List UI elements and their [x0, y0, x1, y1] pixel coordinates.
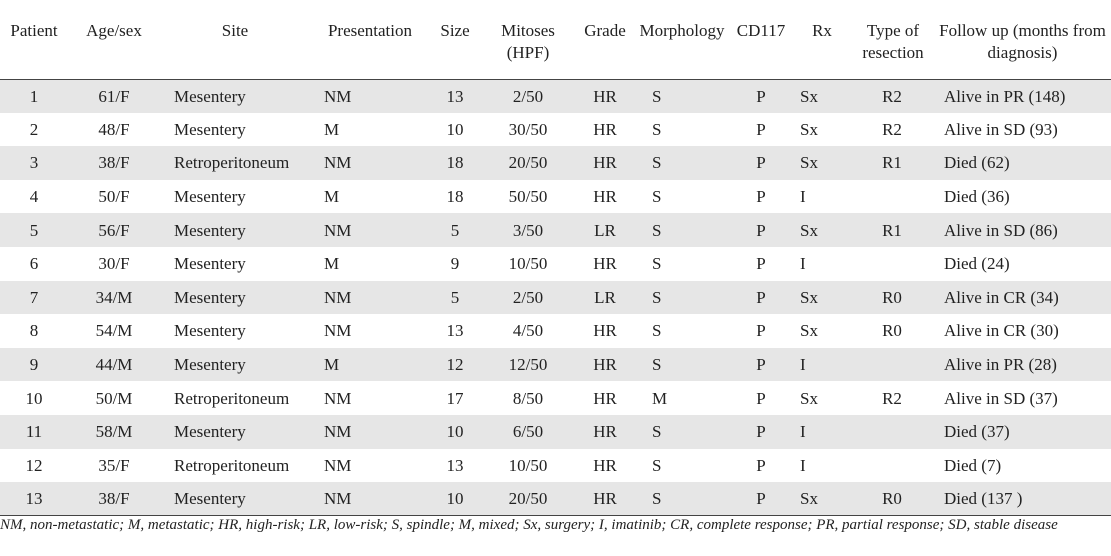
- cell-morphology: S: [652, 287, 662, 307]
- cell-resection: [852, 415, 934, 449]
- cell-presentation: NM: [310, 482, 430, 516]
- column-header-morphology: Morphology: [634, 8, 730, 79]
- cell-age-sex: 44/M: [95, 355, 133, 375]
- column-header-cd117: CD117: [730, 8, 792, 79]
- cell-mitoses: 6/50: [512, 422, 544, 442]
- cell-patient: 11: [25, 422, 43, 442]
- cell-site: Retroperitoneum: [174, 153, 290, 173]
- cell-morphology: S: [652, 119, 662, 139]
- cell-cd117: P: [756, 355, 766, 375]
- cell-rx: I: [800, 187, 806, 207]
- cell-age-sex: 58/M: [95, 422, 133, 442]
- cell-site: Mesentery: [174, 287, 246, 307]
- cell-mitoses: 50/50: [508, 187, 548, 207]
- cell-size: 18: [446, 187, 464, 207]
- cell-resection: R2: [882, 388, 902, 408]
- table-body: [0, 79, 1111, 516]
- cell-cd117: P: [756, 321, 766, 341]
- table-row: [0, 314, 1111, 348]
- cell-site: Mesentery: [174, 220, 246, 240]
- cell-presentation: NM: [324, 321, 352, 341]
- cell-patient: 6: [29, 254, 39, 274]
- cell-site: Mesentery: [174, 254, 246, 274]
- cell-cd117: P: [730, 482, 792, 516]
- cell-presentation: M: [324, 355, 340, 375]
- cell-patient: 2: [29, 119, 39, 139]
- cell-cd117: P: [756, 254, 766, 274]
- cell-size: 5: [450, 287, 460, 307]
- cell-grade: LR: [594, 287, 616, 307]
- cell-follow-up: Died (137 ): [934, 482, 1111, 516]
- cell-size: 10: [446, 119, 464, 139]
- column-header-rx: Rx: [792, 8, 852, 79]
- cell-age-sex: 54/M: [95, 321, 133, 341]
- cell-patient: 12: [25, 455, 43, 475]
- column-header-patient: Patient: [0, 8, 68, 79]
- table-row: [0, 348, 1111, 382]
- cell-grade: HR: [593, 153, 617, 173]
- cell-site: Mesentery: [174, 355, 246, 375]
- cell-presentation: NM: [324, 287, 352, 307]
- cell-site: Retroperitoneum: [174, 388, 290, 408]
- cell-morphology: S: [652, 355, 662, 375]
- cell-follow-up: Died (24): [944, 254, 1010, 274]
- cell-patient: 3: [29, 153, 39, 173]
- cell-cd117: P: [756, 287, 766, 307]
- cell-follow-up: Died (62): [944, 153, 1010, 173]
- cell-size: 12: [446, 355, 464, 375]
- cell-follow-up: Alive in SD (37): [944, 388, 1058, 408]
- column-header-presentation: Presentation: [310, 8, 430, 79]
- cell-mitoses: 20/50: [508, 153, 548, 173]
- cell-follow-up: Died (37): [944, 422, 1010, 442]
- cell-mitoses: 4/50: [512, 321, 544, 341]
- cell-morphology: S: [652, 86, 662, 106]
- cell-patient: 1: [29, 86, 39, 106]
- cell-resection: [852, 180, 934, 214]
- column-header-site: Site: [160, 8, 310, 79]
- cell-presentation: M: [324, 254, 340, 274]
- cell-rx: Sx: [800, 388, 818, 408]
- cell-age-sex: 50/M: [95, 388, 133, 408]
- column-header-age-sex: Age/sex: [68, 8, 160, 79]
- cell-mitoses: 10/50: [508, 254, 548, 274]
- cell-follow-up: Died (7): [944, 455, 1002, 475]
- table-row: [0, 449, 1111, 483]
- cell-presentation: M: [324, 187, 340, 207]
- column-header-resection: Type of resection: [852, 8, 934, 79]
- cell-resection: R2: [882, 86, 902, 106]
- cell-site: Mesentery: [174, 422, 246, 442]
- patient-table: [0, 8, 1111, 516]
- cell-mitoses: 3/50: [512, 220, 544, 240]
- cell-presentation: NM: [324, 388, 352, 408]
- cell-age-sex: 38/F: [68, 482, 160, 516]
- column-header-size: Size: [430, 8, 480, 79]
- cell-patient: 8: [29, 321, 39, 341]
- cell-grade: LR: [594, 220, 616, 240]
- cell-site: Retroperitoneum: [174, 455, 290, 475]
- cell-mitoses: 12/50: [508, 355, 548, 375]
- cell-rx: Sx: [800, 86, 818, 106]
- cell-morphology: S: [652, 187, 662, 207]
- cell-mitoses: 30/50: [508, 119, 548, 139]
- cell-cd117: P: [756, 153, 766, 173]
- cell-morphology: S: [652, 321, 662, 341]
- cell-follow-up: Died (36): [944, 187, 1010, 207]
- table-header: [0, 8, 1111, 79]
- table-row: [0, 281, 1111, 315]
- cell-follow-up: Alive in CR (34): [944, 287, 1059, 307]
- cell-presentation: NM: [324, 153, 352, 173]
- cell-patient: 5: [29, 220, 39, 240]
- cell-follow-up: Alive in SD (93): [944, 119, 1058, 139]
- cell-resection: R1: [882, 153, 902, 173]
- cell-grade: HR: [593, 355, 617, 375]
- table-row: [0, 381, 1111, 415]
- cell-cd117: P: [756, 455, 766, 475]
- cell-mitoses: 20/50: [480, 482, 576, 516]
- cell-mitoses: 2/50: [512, 86, 544, 106]
- cell-rx: Sx: [800, 287, 818, 307]
- cell-age-sex: 61/F: [98, 86, 130, 106]
- column-header-grade: Grade: [576, 8, 634, 79]
- cell-cd117: P: [756, 119, 766, 139]
- cell-resection: R1: [882, 220, 902, 240]
- cell-age-sex: 35/F: [98, 455, 130, 475]
- cell-morphology: S: [652, 153, 662, 173]
- cell-patient: 10: [25, 388, 43, 408]
- table-row: [0, 79, 1111, 113]
- cell-cd117: P: [756, 187, 766, 207]
- cell-site: Mesentery: [174, 187, 246, 207]
- cell-patient: 13: [0, 482, 68, 516]
- header-row: [0, 8, 1111, 79]
- cell-rx: Sx: [792, 482, 852, 516]
- cell-resection: R0: [882, 287, 902, 307]
- cell-rx: Sx: [800, 220, 818, 240]
- cell-age-sex: 56/F: [98, 220, 130, 240]
- cell-grade: HR: [593, 422, 617, 442]
- cell-rx: Sx: [800, 321, 818, 341]
- cell-size: 13: [446, 321, 464, 341]
- cell-age-sex: 30/F: [98, 254, 130, 274]
- cell-size: 13: [446, 86, 464, 106]
- cell-patient: 7: [29, 287, 39, 307]
- cell-cd117: P: [756, 388, 766, 408]
- cell-presentation: M: [324, 119, 340, 139]
- cell-rx: I: [800, 455, 806, 475]
- table-row: [0, 146, 1111, 180]
- column-header-follow-up: Follow up (months from diagnosis): [934, 8, 1111, 79]
- cell-site: Mesentery: [174, 86, 246, 106]
- cell-morphology: S: [652, 455, 662, 475]
- cell-mitoses: 2/50: [512, 287, 544, 307]
- cell-presentation: NM: [324, 86, 352, 106]
- cell-size: 17: [446, 388, 464, 408]
- cell-resection: R2: [882, 119, 902, 139]
- cell-mitoses: 10/50: [508, 455, 548, 475]
- cell-site: Mesentery: [160, 482, 310, 516]
- cell-cd117: P: [756, 422, 766, 442]
- table-row: [0, 180, 1111, 214]
- cell-size: 13: [446, 455, 464, 475]
- cell-resection: R0: [882, 321, 902, 341]
- table-row: [0, 113, 1111, 147]
- cell-rx: Sx: [800, 153, 818, 173]
- cell-mitoses: 8/50: [512, 388, 544, 408]
- cell-rx: I: [800, 355, 806, 375]
- cell-morphology: S: [634, 482, 730, 516]
- cell-rx: I: [800, 422, 806, 442]
- cell-grade: HR: [593, 455, 617, 475]
- cell-grade: HR: [593, 119, 617, 139]
- cell-size: 9: [450, 254, 460, 274]
- table-row: [0, 482, 1111, 516]
- cell-patient: 4: [29, 187, 39, 207]
- cell-follow-up: Alive in PR (28): [944, 355, 1057, 375]
- cell-cd117: P: [756, 220, 766, 240]
- cell-age-sex: 34/M: [95, 287, 133, 307]
- cell-presentation: NM: [324, 422, 352, 442]
- cell-grade: HR: [593, 388, 617, 408]
- cell-rx: Sx: [800, 119, 818, 139]
- cell-presentation: NM: [324, 220, 352, 240]
- cell-morphology: M: [652, 388, 668, 408]
- cell-grade: HR: [593, 187, 617, 207]
- cell-morphology: S: [652, 422, 662, 442]
- table-row: [0, 213, 1111, 247]
- cell-resection: [852, 247, 934, 281]
- cell-resection: [852, 449, 934, 483]
- table-row: [0, 415, 1111, 449]
- cell-resection: R0: [852, 482, 934, 516]
- cell-grade: HR: [576, 482, 634, 516]
- cell-age-sex: 38/F: [98, 153, 130, 173]
- cell-size: 10: [430, 482, 480, 516]
- cell-morphology: S: [652, 254, 662, 274]
- table-row: [0, 247, 1111, 281]
- cell-patient: 9: [29, 355, 39, 375]
- cell-presentation: NM: [324, 455, 352, 475]
- cell-morphology: S: [652, 220, 662, 240]
- cell-grade: HR: [593, 321, 617, 341]
- cell-size: 10: [446, 422, 464, 442]
- cell-cd117: P: [756, 86, 766, 106]
- cell-follow-up: Alive in PR (148): [944, 86, 1066, 106]
- cell-age-sex: 50/F: [98, 187, 130, 207]
- cell-grade: HR: [593, 254, 617, 274]
- table-footnote: NM, non-metastatic; M, metastatic; HR, high-risk; LR, low-risk; S, spindle; M, mixed; Sx, surgery; I, imatinib; CR, complete response; PR, partial response; SD, stable disease: [0, 517, 1058, 533]
- cell-size: 5: [450, 220, 460, 240]
- cell-follow-up: Alive in SD (86): [944, 220, 1058, 240]
- column-header-mitoses: Mitoses (HPF): [480, 8, 576, 79]
- cell-size: 18: [446, 153, 464, 173]
- cell-age-sex: 48/F: [98, 119, 130, 139]
- cell-site: Mesentery: [174, 321, 246, 341]
- cell-grade: HR: [593, 86, 617, 106]
- cell-follow-up: Alive in CR (30): [944, 321, 1059, 341]
- cell-rx: I: [800, 254, 806, 274]
- cell-site: Mesentery: [174, 119, 246, 139]
- cell-resection: [852, 348, 934, 382]
